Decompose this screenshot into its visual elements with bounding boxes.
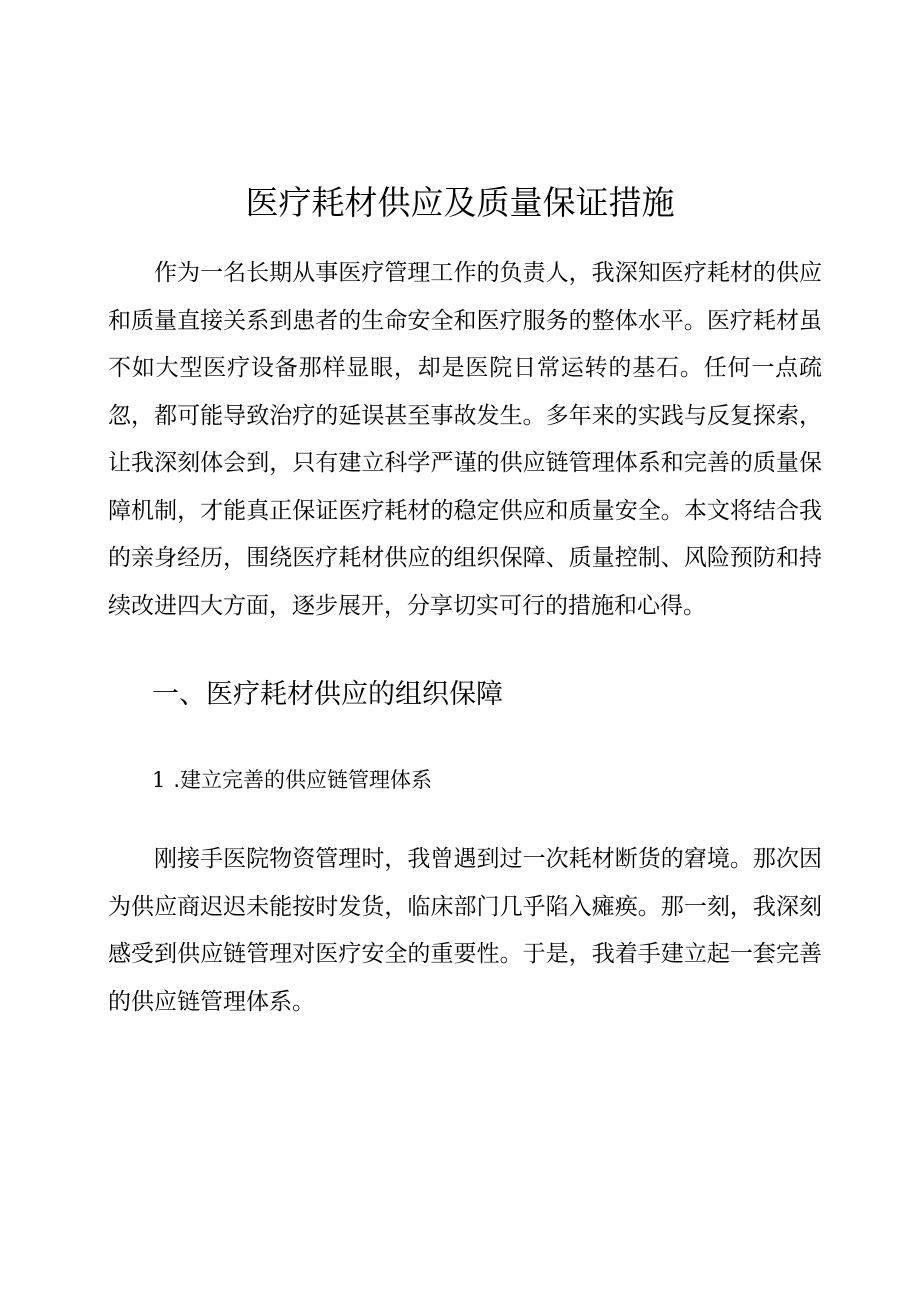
subsection-paragraph: 刚接手医院物资管理时，我曾遇到过一次耗材断货的窘境。那次因为供应商迟迟未能按时发货，临床部门几乎陷入瘫痪。那一刻，我深刻感受到供应链管理对医疗安全的重要性。于是，我着手建立起一套完善的供应链管理体系。: [108, 846, 822, 1015]
subsection-heading: [152, 762, 432, 798]
subsection-number: 1: [152, 768, 166, 792]
section-heading: 一、医疗耗材供应的组织保障: [152, 679, 503, 710]
intro-paragraph: 作为一名长期从事医疗管理工作的负责人，我深知医疗耗材的供应和质量直接关系到患者的生命安全和医疗服务的整体水平。医疗耗材虽不如大型医疗设备那样显眼，却是医院日常运转的基石。任何一点疏忽，都可能导致治疗的延误甚至事故发生。多年来的实践与反复探索，让我深刻体会到，只有建立科学严谨的供应链管理体系和完善的质量保障机制，才能真正保证医疗耗材的稳定供应和质量安全。本文将结合我的亲身经历，围绕医疗耗材供应的组织保障、质量控制、风险预防和持续改进四大方面，逐步展开，分享切实可行的措施和心得。: [108, 260, 822, 619]
subsection-title: .建立完善的供应链管理体系: [173, 768, 433, 792]
document-title: 医疗耗材供应及质量保证措施: [245, 183, 675, 222]
